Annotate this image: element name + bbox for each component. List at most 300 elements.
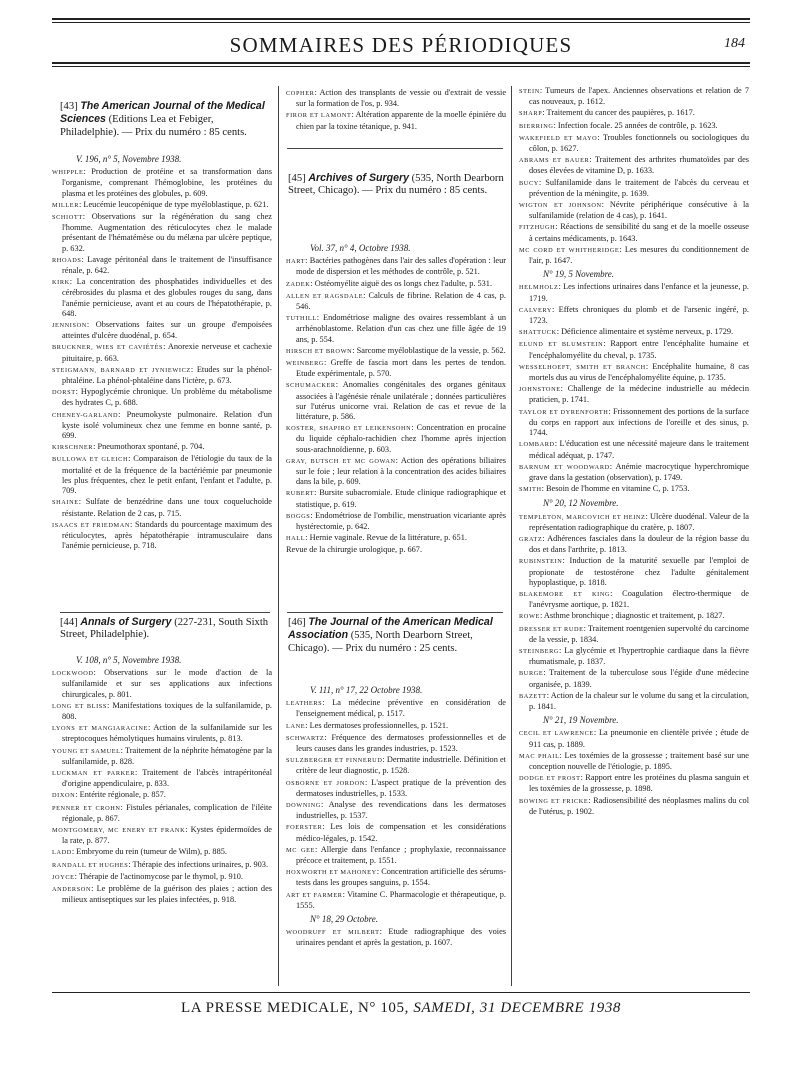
entry bbox=[519, 133, 749, 154]
section-46-header bbox=[288, 616, 504, 655]
entry-authors: BAZETT bbox=[519, 692, 547, 700]
entry-authors: KOSTER, SHAPIRO ET LEIKENSOHN bbox=[286, 425, 412, 433]
issue-line: Vol. 37, n° 4, Octobre 1938. bbox=[310, 243, 411, 253]
entry-authors: GRATZ bbox=[519, 535, 543, 543]
entry-text: : Déficience alimentaire et système nerveux, p. 1729. bbox=[556, 327, 734, 337]
entry-text: : Ostéomyélite aiguë des os longs chez l'adulte, p. 531. bbox=[310, 278, 493, 288]
issue-line: N° 19, 5 Novembre. bbox=[543, 269, 615, 280]
entry-text: : Production de protéine et sa transformation dans l'organisme, comprenant l'hémoglobine, les protéines du plasma et les protéines des globules, p. 609. bbox=[62, 167, 272, 198]
entry-authors: SULZBERGER ET FINNERUD bbox=[286, 757, 383, 765]
entry bbox=[52, 454, 272, 496]
page-number: 184 bbox=[724, 36, 745, 51]
entry-text: : Rapport entre l'encéphalite humaine et l'encéphalomyélite du cheval, p. 1735. bbox=[529, 339, 749, 360]
entry-text: : Besoin de l'homme en vitamine C, p. 1753. bbox=[541, 484, 690, 494]
entry-authors: HOXWORTH ET MAHONEY bbox=[286, 869, 377, 877]
entry-text: : Infection focale. 25 années de contrôle, p. 1623. bbox=[553, 120, 718, 130]
entry-authors: SCHWARTZ bbox=[286, 734, 325, 742]
entry bbox=[519, 668, 749, 689]
entry-text: : Coagulation électro-thermique de l'anévrysme aortique, p. 1821. bbox=[529, 588, 749, 610]
section-separator bbox=[287, 148, 503, 149]
entry bbox=[519, 305, 749, 326]
entry bbox=[52, 255, 272, 276]
entry bbox=[519, 108, 749, 119]
column-separator bbox=[278, 86, 279, 986]
top-rule-thin bbox=[52, 22, 750, 23]
issue-line: N° 21, 19 Novembre. bbox=[543, 715, 619, 726]
issue-line: V. 196, n° 5, Novembre 1938. bbox=[76, 154, 182, 164]
entry-authors: HART bbox=[286, 258, 306, 266]
entry-text: : Tumeurs de l'apex. Anciennes observations et relation de 7 cas nouveaux, p. 1612. bbox=[529, 86, 749, 107]
entry-text: : Sulfate de benzédrine dans une toux coqueluchoïde résistante. Relation de 2 cas, p. 715. bbox=[62, 497, 272, 518]
section-separator bbox=[287, 612, 503, 613]
section-45-entries bbox=[286, 240, 506, 608]
entry-text: : Bursite subacromiale. Etude clinique radiographique et statistique, p. 619. bbox=[296, 488, 506, 509]
journal-title: Annals of Surgery bbox=[80, 616, 172, 628]
entry-authors: YOUNG ET SAMUEL bbox=[52, 747, 121, 755]
entry-authors: BUCY bbox=[519, 179, 539, 187]
entry-authors: HIRSCH ET BROWN bbox=[286, 347, 353, 355]
journal-title: The American Journal of the Medical Sciences bbox=[60, 100, 265, 126]
entry-text: : Allergie dans l'enfance ; prophylaxie, reconnaissance précoce et traitement, p. 1551. bbox=[296, 844, 506, 866]
journal-title: The Journal of the American Medical Association bbox=[288, 616, 493, 642]
entry bbox=[52, 442, 272, 453]
footer-date: SAMEDI, 31 DECEMBRE 1938 bbox=[413, 1000, 622, 1016]
entry bbox=[519, 589, 749, 610]
entry-authors: KIRK bbox=[52, 279, 70, 287]
entry bbox=[52, 167, 272, 199]
entry-authors: WOODRUFF ET MILBERT bbox=[286, 929, 380, 937]
entry bbox=[286, 291, 506, 312]
page-footer bbox=[52, 1000, 750, 1017]
entry-text: : Troubles fonctionnels ou sociologiques du côlon, p. 1627. bbox=[529, 132, 749, 154]
entry-text: : Pneumothorax spontané, p. 704. bbox=[93, 442, 205, 452]
entry-authors: ZADEK bbox=[286, 280, 311, 288]
entry-text: : Altération apparente de la moelle épinière du chien par la toxine tétanique, p. 941. bbox=[296, 110, 506, 131]
entry-authors: BULLOWA ET GLEICH bbox=[52, 456, 129, 464]
entry bbox=[286, 778, 506, 799]
entry bbox=[286, 313, 506, 345]
section-number: [43] bbox=[60, 101, 78, 112]
entry-authors: SMITH bbox=[519, 486, 542, 494]
entry-authors: FITZHUGH bbox=[519, 224, 556, 232]
entry-text: : Rapport entre les protéines du plasma sanguin et les toxémies de la grossesse, p. 1898. bbox=[529, 773, 749, 794]
entry-authors: BOGGS bbox=[286, 512, 311, 520]
entry-authors: WIGTON ET JOHNSON bbox=[519, 202, 602, 210]
entry-text: : La pneumonie en clientèle privée ; étude de 911 cas, p. 1889. bbox=[529, 728, 749, 749]
entry-text: : Hypoglycémie chronique. Un problème du métabolisme des hydrates C, p. 688. bbox=[62, 387, 272, 408]
entry-text: : Etude radiographique des voies urinaires pendant et après la gestation, p. 1607. bbox=[296, 927, 506, 948]
entry-authors: STEINBERG bbox=[519, 647, 560, 655]
entry-text: : Analyse des revendications dans les dermatoses industrielles, p. 1537. bbox=[296, 800, 506, 821]
entry-authors: RUBINSTEIN bbox=[519, 558, 563, 566]
issue-line: V. 111, n° 17, 22 Octobre 1938. bbox=[310, 685, 423, 695]
entry-text: : Réactions de sensibilité du sang et de la moelle osseuse à certains médicaments, p. 1643. bbox=[529, 222, 749, 243]
entry-authors: ELUND ET BLUMSTEIN bbox=[519, 341, 604, 349]
entry-authors: CHENEY-GARLAND bbox=[52, 411, 119, 419]
header-rule-thin bbox=[52, 66, 750, 67]
entry-authors: TUTHILL bbox=[286, 315, 317, 323]
entry-authors: RUBERT bbox=[286, 490, 315, 498]
entry-authors: SHATTUCK bbox=[519, 329, 557, 337]
entry bbox=[286, 533, 506, 544]
column-3-entries bbox=[519, 86, 749, 992]
entry-authors: FOERSTER bbox=[286, 824, 323, 832]
entry-text: : Adhérences fasciales dans la douleur de la région basse du dos et dans l'arthrite, p. 1813. bbox=[529, 533, 749, 555]
entry bbox=[52, 410, 272, 442]
entry-authors: JOYCE bbox=[52, 873, 75, 881]
entry bbox=[519, 556, 749, 588]
issue-line: N° 20, 12 Novembre. bbox=[543, 498, 619, 509]
entry-text: : Traitement de la tuberculose sous l'égide d'une médecine organisée, p. 1839. bbox=[529, 668, 749, 689]
entry-authors: SCHUMACKER bbox=[286, 382, 336, 390]
entry-authors: KIRSCHNER bbox=[52, 444, 94, 452]
entry-text: : Névrite périphérique consécutive à la sulfanilamide (relation de 4 cas), p. 1641. bbox=[529, 200, 749, 221]
entry-text: : Action des transplants de vessie ou d'extrait de vessie sur la formation de l'os, p. 934. bbox=[296, 88, 506, 109]
entry-text: : Etudes sur la phénol-phtaléine. La phénol-phtaléine dans l'ictère, p. 673. bbox=[62, 364, 272, 386]
entry bbox=[52, 277, 272, 319]
entry bbox=[286, 110, 506, 131]
entry-authors: COPHER bbox=[286, 90, 315, 97]
entry bbox=[286, 423, 506, 455]
entry bbox=[286, 488, 506, 509]
entry-text: : Kystes épidermoïdes de la rate, p. 877. bbox=[62, 825, 272, 846]
section-44-entries bbox=[52, 652, 272, 992]
entry-authors: LOMBARD bbox=[519, 441, 555, 449]
entry-authors: ALLEN ET RAGSDALE bbox=[286, 292, 364, 300]
entry bbox=[519, 245, 749, 266]
section-44-header bbox=[60, 616, 270, 642]
entry-authors: MILLER bbox=[52, 201, 80, 209]
entry-text: : Endométriose de l'ombilic, menstruation vicariante après hystérectomie, p. 642. bbox=[296, 510, 506, 532]
entry-authors: HELMHOLZ bbox=[519, 284, 559, 292]
section-43-entries bbox=[52, 151, 272, 611]
entry-text: : Observations faites sur un groupe d'empoisées atteintes d'ulcère duodénal, p. 654. bbox=[62, 320, 272, 341]
header-rule bbox=[52, 62, 750, 64]
issue-line: N° 18, 29 Octobre. bbox=[310, 914, 379, 925]
entry-authors: DODGE ET FROST bbox=[519, 775, 581, 783]
entry-text: : Thérapie des infections urinaires, p. 903. bbox=[128, 859, 269, 869]
entry bbox=[286, 256, 506, 277]
entry-text: : Endométriose maligne des ovaires ressemblant à un arrhénoblastome. Relation d'un cas chez une fille âgée de 19 ans, p. 554. bbox=[296, 313, 506, 344]
footer-rule bbox=[52, 992, 750, 993]
entry bbox=[286, 88, 506, 109]
entry bbox=[52, 668, 272, 700]
entry bbox=[286, 511, 506, 532]
entry-text: : Leucémie leucopénique de type myéloblastique, p. 621. bbox=[79, 199, 269, 209]
entry-authors: BIERRING bbox=[519, 122, 554, 130]
entry bbox=[519, 534, 749, 555]
entry bbox=[519, 624, 749, 645]
entry-text: : Vitamine C. Pharmacologie et thérapeutique, p. 1555. bbox=[296, 889, 506, 910]
entry-text: : Comparaison de l'étiologie du taux de la mortalité et de la fréquence de la bactériémie par pneumonie les plus fréquentes, chez le petit enfant, l'enfant et l'adulte, p. 709. bbox=[62, 454, 272, 496]
entry bbox=[286, 755, 506, 776]
section-number: [44] bbox=[60, 617, 78, 628]
entry-authors: PENNER ET CROHN bbox=[52, 804, 121, 812]
entry-authors: SHAINE bbox=[52, 499, 79, 507]
entry-text: : Anomalies congénitales des organes génitaux associées à l'agénésie rénale unilatérale ; données particulières sur l'utérus unicorne vrai. Relation de cas et revue de la littérature, p. 586. bbox=[296, 380, 506, 422]
entry bbox=[52, 768, 272, 789]
entry bbox=[519, 362, 749, 383]
entry-authors: ART ET FARMER bbox=[286, 891, 343, 899]
entry-text: : Encéphalite humaine, 8 cas mortels dus au virus de l'encéphalomyélite équine, p. 1735. bbox=[529, 361, 749, 383]
entry-text: : Observations sur la régénération du sang chez l'homme. Augmentation des réticulocytes chez le malade présentant de l'hématémèse ou du mélæna par ulcère peptique, p. 632. bbox=[62, 212, 272, 253]
entry-list bbox=[52, 668, 272, 905]
entry-text: : Traitement de l'abcès intrapéritonéal d'origine appendiculaire, p. 833. bbox=[62, 768, 272, 789]
entry-text: : Action de la sulfanilamide sur les streptocoques hémolytiques humains virulents, p. 813. bbox=[62, 723, 272, 744]
entry-authors: JENNISON bbox=[52, 322, 87, 330]
entry-text: : L'aspect pratique de la prévention des dermatoses industrielles, p. 1533. bbox=[296, 777, 506, 798]
entry bbox=[286, 346, 506, 357]
entry-authors: BARNUM ET WOODWARD bbox=[519, 463, 610, 471]
entry-list bbox=[519, 512, 749, 713]
entry-authors: WESSELHOEFT, SMITH ET BRANCH bbox=[519, 363, 646, 371]
entry-text: : La concentration des phosphatides individuelles et des cérébrosides du plasma et des globules rouges du sang, dans l'anémie pernicieuse, avant et au cours de l'hépatothérapie, p. 648. bbox=[62, 277, 272, 318]
entry bbox=[52, 803, 272, 824]
entry bbox=[52, 790, 272, 801]
entry bbox=[52, 212, 272, 254]
entry bbox=[519, 282, 749, 303]
entry-text: : Traitement roentgenien supervolté du carcinome de la vessie, p. 1834. bbox=[529, 623, 749, 644]
entry bbox=[519, 773, 749, 794]
section-45-header bbox=[288, 172, 504, 198]
entry-authors: DORST bbox=[52, 389, 76, 397]
entry bbox=[52, 342, 272, 363]
entry bbox=[519, 611, 749, 622]
footer-journal: LA PRESSE MEDICALE, N° 105, bbox=[180, 1000, 409, 1016]
entry-text: : Anorexie nerveuse et cachexie pituitaire, p. 663. bbox=[62, 342, 272, 363]
entry-text: : Embryome du rein (tumeur de Wilm), p. 885. bbox=[71, 847, 227, 857]
entry bbox=[519, 646, 749, 667]
entry-text: : Fistules périanales, complication de l'iléite régionale, p. 867. bbox=[62, 802, 272, 823]
entry-list bbox=[52, 167, 272, 551]
entry bbox=[52, 520, 272, 552]
entry bbox=[519, 384, 749, 405]
entry bbox=[52, 825, 272, 846]
entry-text: : La glycémie et l'hypertrophie cardiaque dans la fièvre rhumatismale, p. 1837. bbox=[529, 645, 749, 667]
entry-authors: JOHNSTONE bbox=[519, 386, 561, 394]
entry bbox=[52, 872, 272, 883]
entry-authors: BURGE bbox=[519, 670, 544, 678]
entry-text: : Lavage péritonéal dans le traitement de l'insuffisance rénale, p. 642. bbox=[62, 254, 272, 276]
entry bbox=[52, 884, 272, 905]
entry-authors: LYONS ET MANGIARACINE bbox=[52, 725, 148, 733]
entry-text: : Les mesures du conditionnement de l'air, p. 1647. bbox=[529, 244, 749, 266]
entry bbox=[286, 380, 506, 422]
section-separator bbox=[60, 612, 270, 613]
entry-authors: ROWE bbox=[519, 613, 540, 621]
section-43-header bbox=[60, 100, 270, 139]
entry bbox=[519, 751, 749, 772]
journal-title: Archives of Surgery bbox=[308, 172, 409, 184]
entry-text: : Sulfanilamide dans le traitement de l'abcès du cerveau et prévention de la méningite, p. 1639. bbox=[529, 177, 749, 198]
entry-list bbox=[286, 698, 506, 911]
journal-details: (535, North Dearborn Street, Chicago). — Prix du numéro : 85 cents. bbox=[288, 173, 504, 197]
entry-text: : Challenge de la médecine industrielle au médecin praticien, p. 1741. bbox=[529, 384, 749, 405]
closing-line: Revue de la chirurgie urologique, p. 667. bbox=[286, 545, 423, 555]
entry-text: : Traitement du cancer des paupières, p. 1617. bbox=[542, 108, 695, 118]
entry bbox=[519, 155, 749, 176]
entry-authors: OSBORNE ET JORDON bbox=[286, 779, 365, 787]
entry bbox=[519, 484, 749, 495]
entry-text: : Thérapie de l'actinomycose par le thymol, p. 910. bbox=[74, 871, 243, 881]
entry-authors: TEMPLETON, MARCOVICH ET HEINZ bbox=[519, 513, 646, 521]
entry bbox=[519, 327, 749, 338]
section-43-continued bbox=[286, 88, 506, 148]
entry-authors: RHOADS bbox=[52, 256, 82, 264]
section-number: [46] bbox=[288, 617, 306, 628]
entry-text: : Induction de la maturité sexuelle par l'emploi de propionate de testostérone chez l'adulte génitalement hypoplastique, p. 1818. bbox=[529, 556, 749, 587]
entry-text: : Asthme bronchique ; diagnostic et traitement, p. 1827. bbox=[539, 611, 725, 621]
entry-authors: ABRAMS ET BAUER bbox=[519, 157, 590, 165]
entry bbox=[52, 860, 272, 871]
entry-text: : Hernie vaginale. Revue de la littérature, p. 651. bbox=[305, 533, 467, 543]
entry bbox=[52, 387, 272, 408]
entry-text: : Concentration en procaïne du liquide céphalo-rachidien chez l'homme après injection sous-arachnoïdienne, p. 603. bbox=[296, 423, 506, 454]
entry-list bbox=[519, 282, 749, 495]
entry-authors: STEIN bbox=[519, 88, 540, 95]
entry-authors: ISAACS ET FRIEDMAN bbox=[52, 521, 131, 529]
journal-details: (227-231, South Sixth Street, Philadelphie). bbox=[60, 617, 269, 641]
entry-text: : Bactéries pathogènes dans l'air des salles d'opération : leur mode de dispersion et les méthodes de contrôle, p. 521. bbox=[296, 256, 506, 277]
entry bbox=[52, 200, 272, 211]
issue-line: V. 108, n° 5, Novembre 1938. bbox=[76, 655, 182, 665]
entry-text: : Entérite régionale, p. 857. bbox=[75, 790, 166, 800]
entry bbox=[519, 178, 749, 199]
entry-authors: LONG ET BLISS bbox=[52, 702, 108, 710]
entry bbox=[286, 867, 506, 888]
section-number: [45] bbox=[288, 173, 306, 184]
section-46-entries bbox=[286, 682, 506, 994]
entry-authors: RANDALL ET HUGHES bbox=[52, 861, 129, 869]
entry-authors: WHIPPLE bbox=[52, 169, 84, 177]
entry-authors: SHARP bbox=[519, 110, 543, 118]
entry-authors: WEINBERG bbox=[286, 360, 325, 368]
entry-text: : Concentration artificielle des sérums-tests dans les groupes sanguins, p. 1554. bbox=[296, 867, 506, 888]
entry bbox=[519, 691, 749, 712]
entry bbox=[52, 365, 272, 386]
entry-text: : Effets chroniques du plomb et de l'arsenic ingéré, p. 1723. bbox=[529, 304, 749, 326]
entry bbox=[519, 462, 749, 483]
entry-text: : Radiosensibilité des néoplasmes malins du col de l'utérus, p. 1902. bbox=[529, 795, 749, 816]
entry-text: : Manifestations toxiques de la sulfanilamide, p. 808. bbox=[62, 700, 272, 722]
entry bbox=[52, 497, 272, 518]
entry bbox=[286, 800, 506, 821]
entry-authors: LOCKWOOD bbox=[52, 670, 94, 678]
entry bbox=[286, 890, 506, 911]
entry-authors: BLAKEMORE ET KING bbox=[519, 590, 611, 598]
entry-text: : La médecine préventive en considération de l'enseignement médical, p. 1517. bbox=[296, 698, 506, 719]
entry-text: : Ulcère duodénal. Valeur de la représentation radiographique du cratère, p. 1807. bbox=[529, 511, 749, 532]
entry bbox=[519, 200, 749, 221]
entry-text: : Frissonnement des portions de la surface du corps en rapport aux infections de l'oreille et des sinus, p. 1744. bbox=[529, 406, 749, 438]
entry-text: : Pneumokyste pulmonaire. Relation d'un kyste isolé volumineux chez une femme en bonne santé, p. 699. bbox=[62, 409, 272, 441]
entry-text: : Greffe de fascia mort dans les pertes de tendon. Etude expérimentale, p. 570. bbox=[296, 358, 506, 379]
entry bbox=[286, 358, 506, 379]
entry-authors: CECIL ET LAWRENCE bbox=[519, 730, 594, 738]
entry-list bbox=[286, 256, 506, 544]
top-rule bbox=[52, 18, 750, 20]
entry-text: : Traitement de la néphrite hématogène par la sulfanilamide, p. 828. bbox=[62, 745, 272, 766]
entry bbox=[52, 701, 272, 722]
entry-authors: STEIGMANN, BARNARD ET JYNIEWICZ bbox=[52, 366, 191, 374]
entry-text: : Action des opérations biliaires sur le foie ; leur relation à la concentration des acides biliaires dans la bile, p. 609. bbox=[296, 455, 506, 487]
entry bbox=[519, 222, 749, 243]
entry-authors: DRESSER ET RUDE bbox=[519, 625, 584, 633]
entry-text: : Anémie macrocytique hyperchromique grave dans la gestation (observation), p. 1749. bbox=[529, 461, 749, 482]
entry bbox=[286, 733, 506, 754]
entry bbox=[519, 439, 749, 460]
entry-authors: CALVERY bbox=[519, 306, 553, 314]
entry-authors: ANDERSON bbox=[52, 886, 92, 894]
entry bbox=[286, 456, 506, 488]
entry bbox=[519, 86, 749, 107]
entry-text: : Action de la chaleur sur le volume du sang et la circulation, p. 1841. bbox=[529, 690, 749, 711]
entry-text: : Les lois de compensation et les considérations médico-légales, p. 1542. bbox=[296, 822, 506, 843]
entry-text: : Les infections urinaires dans l'enfance et la jeunesse, p. 1719. bbox=[529, 282, 749, 303]
entry bbox=[286, 927, 506, 948]
entry-authors: LADD bbox=[52, 849, 72, 857]
entry-text: : Calculs de fibrine. Relation de 4 cas, p. 546. bbox=[296, 290, 506, 312]
entry-text: : Traitement des arthrites rhumatoïdes par des doses élevées de vitamine D, p. 1633. bbox=[529, 155, 749, 176]
page-header-title: SOMMAIRES DES PÉRIODIQUES bbox=[229, 33, 573, 57]
entry bbox=[52, 320, 272, 341]
entry-authors: FIROR ET LAMONT bbox=[286, 112, 352, 120]
entry bbox=[52, 847, 272, 858]
entry-text: : Dermatite industrielle. Définition et critère de leur diagnostic, p. 1528. bbox=[296, 755, 506, 776]
entry-text: : Les dermatoses professionnelles, p. 1521. bbox=[305, 720, 449, 730]
entry-authors: LEATHERS bbox=[286, 700, 323, 708]
entry-text: : Les toxémies de la grossesse ; traitement basé sur une conception nouvelle de l'étiologie, p. 1895. bbox=[529, 750, 749, 771]
entry bbox=[519, 728, 749, 749]
entry-authors: DOWNING bbox=[286, 802, 321, 810]
entry bbox=[286, 822, 506, 843]
entry-text: : Sarcome myéloblastique de la vessie, p. 562. bbox=[352, 345, 506, 355]
entry-list bbox=[286, 927, 506, 948]
entry bbox=[286, 845, 506, 866]
entry bbox=[519, 407, 749, 439]
journal-details: (Editions Lea et Febiger, Philadelphie). — Prix du numéro : 85 cents. bbox=[60, 114, 247, 138]
entry bbox=[519, 121, 749, 132]
entry-text: : Observations sur le mode d'action de la sulfanilamide et sur ses applications aux infections chirurgicales, p. 801. bbox=[62, 668, 272, 699]
entry-list bbox=[519, 86, 749, 266]
entry-authors: WAKEFIELD ET MAYO bbox=[519, 134, 598, 142]
entry bbox=[52, 746, 272, 767]
entry bbox=[519, 796, 749, 817]
entry-text: : Standards du pourcentage maximum des réticulocytes, après hépatothérapie intramusculaire dans l'anémie pernicieuse, p. 718. bbox=[62, 519, 272, 551]
entry-authors: LUCKMAN ET PARKER bbox=[52, 770, 136, 778]
entry-list bbox=[519, 728, 749, 817]
entry-authors: GRAY, BUTSCH ET MC GOWAN bbox=[286, 457, 396, 465]
entry-authors: HALL bbox=[286, 535, 306, 543]
journal-details: (535, North Dearborn Street, Chicago). — Prix du numéro : 25 cents. bbox=[288, 630, 473, 654]
entry-authors: SCHIOTT bbox=[52, 214, 83, 222]
entry-authors: MONTGOMERY, MC ENERY ET FRANK bbox=[52, 827, 186, 835]
entry-authors: MAC PHAIL bbox=[519, 752, 560, 760]
entry-text: : Fréquence des dermatoses professionnelles et de leurs causes dans les grandes industries, p. 1523. bbox=[296, 732, 506, 754]
entry-authors: BRUCKNER, WIES ET CAVIÉTÉS bbox=[52, 344, 164, 352]
entry-authors: TAYLOR ET DYRENFORTH bbox=[519, 408, 609, 416]
entry bbox=[286, 698, 506, 719]
entry bbox=[52, 723, 272, 744]
entry-list bbox=[286, 88, 506, 132]
entry-authors: DIXON bbox=[52, 792, 76, 800]
entry bbox=[519, 512, 749, 533]
entry-authors: MC CORD ET WHITHERIDGE bbox=[519, 246, 620, 254]
entry bbox=[286, 279, 506, 290]
column-separator bbox=[511, 86, 512, 986]
entry bbox=[519, 339, 749, 360]
entry-text: : L'éducation est une nécessité majeure dans le traitement médical adéquat, p. 1747. bbox=[529, 439, 749, 460]
